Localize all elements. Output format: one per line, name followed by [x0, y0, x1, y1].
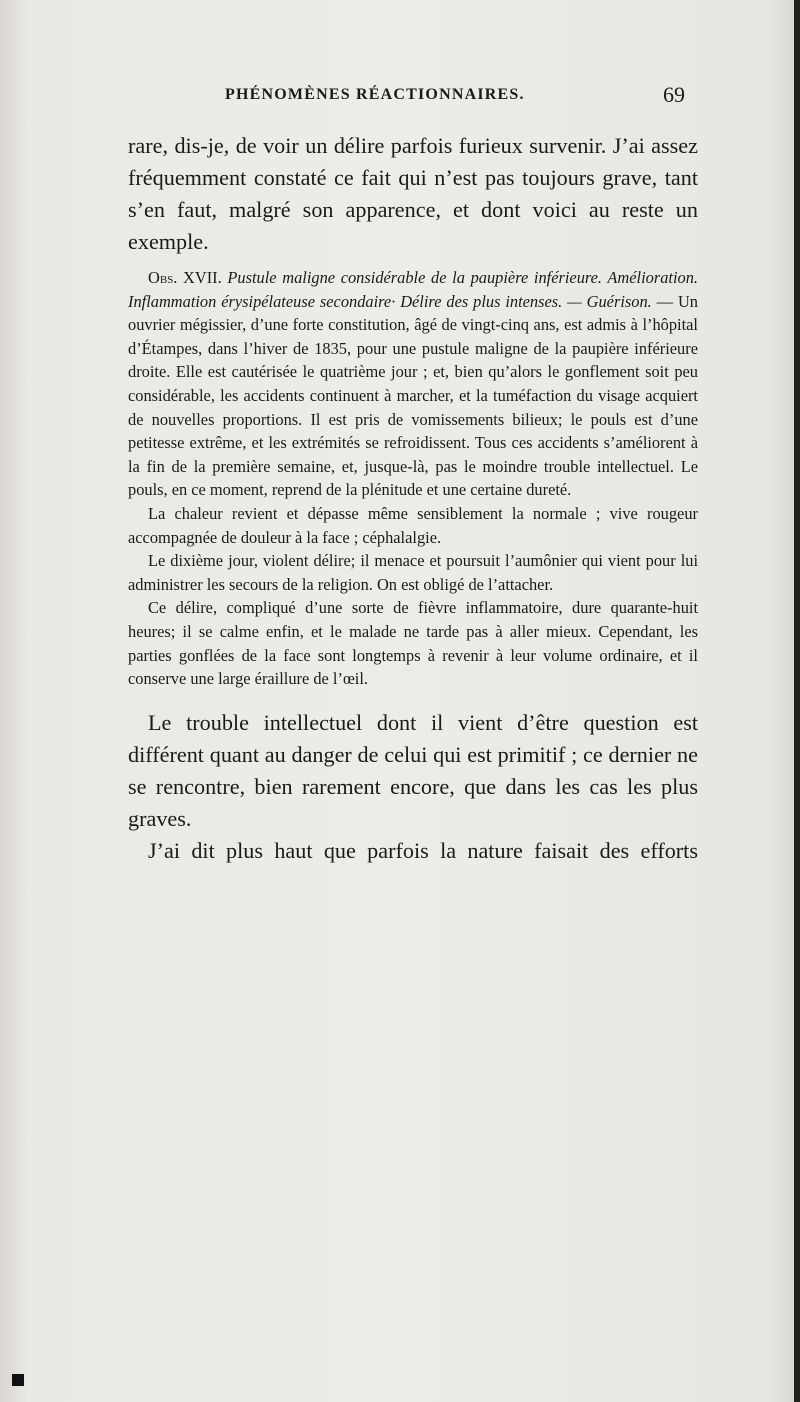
- page-edge-shadow: [794, 0, 800, 1402]
- scan-mark: [12, 1374, 24, 1386]
- observation-text-4: Ce délire, compliqué d’une sorte de fièvre inflammatoire, dure quarante-huit heures; il se calme enfin, et le malade ne tarde pas à aller mieux. Cependant, les parties gonflées de la face sont longtemps à revenir à leur volume ordinaire, et il conserve une large éraillure de l’œil.: [128, 598, 698, 689]
- observation-text-3: Le dixième jour, violent délire; il menace et poursuit l’aumônier qui vient pour lui administrer les secours de la religion. On est obligé de l’attacher.: [128, 551, 698, 594]
- page-header: [225, 82, 685, 112]
- intro-paragraph: rare, dis-je, de voir un délire parfois furieux survenir. J’ai assez fréquemment constaté ce fait qui n’est pas toujours grave, tant s’en faut, malgré son apparence, et dont voici au reste un exemple.: [128, 133, 698, 254]
- spacer: [128, 691, 698, 707]
- observation-text-2: La chaleur revient et dépasse même sensiblement la normale ; vive rougeur accompagnée de douleur à la face ; céphalalgie.: [128, 503, 698, 547]
- running-title: PHÉNOMÈNES RÉACTIONNAIRES.: [225, 86, 525, 103]
- conclusion-paragraph-1: Le trouble intellectuel dont il vient d’être question est différent quant au danger de celui qui est primitif ; ce dernier ne se rencontre, bien rarement encore, que dans les cas les plus graves.: [128, 709, 698, 831]
- text-column: [128, 130, 698, 867]
- observation-block: [128, 266, 698, 691]
- observation-label: Obs. XVII.: [148, 268, 222, 287]
- observation-text-1: — Un ouvrier mégissier, d’une forte constitution, âgé de vingt-cinq ans, est admis à l’hôpital d’Étampes, dans l’hiver de 1835, pour une pustule maligne de la paupière inférieure droite. Elle est cautérisée le quatrième jour ; et, bien qu’alors le gonflement soit peu considérable, les accidents continuent à marcher, et la tuméfaction du visage acquiert de nouvelles proportions. Il est pris de vomissements bilieux; le pouls est d’une petitesse extrême, et les extrémités se refroidissent. Tous ces accidents s’améliorent à la fin de la première semaine, et, jusque-là, pas le moindre trouble intellectuel. Le pouls, en ce moment, reprend de la plénitude et une certaine dureté.: [128, 291, 698, 500]
- conclusion-paragraph-2: J’ai dit plus haut que parfois la nature faisait des efforts: [148, 837, 698, 863]
- observation-heading: Pustule maligne considérable de la paupière inférieure. Amélioration. Inflammation érysipélateuse secondaire· Délire des plus intenses. — Guérison.: [128, 268, 698, 311]
- observation-paragraph: [128, 266, 698, 502]
- page-number: 69: [663, 82, 685, 107]
